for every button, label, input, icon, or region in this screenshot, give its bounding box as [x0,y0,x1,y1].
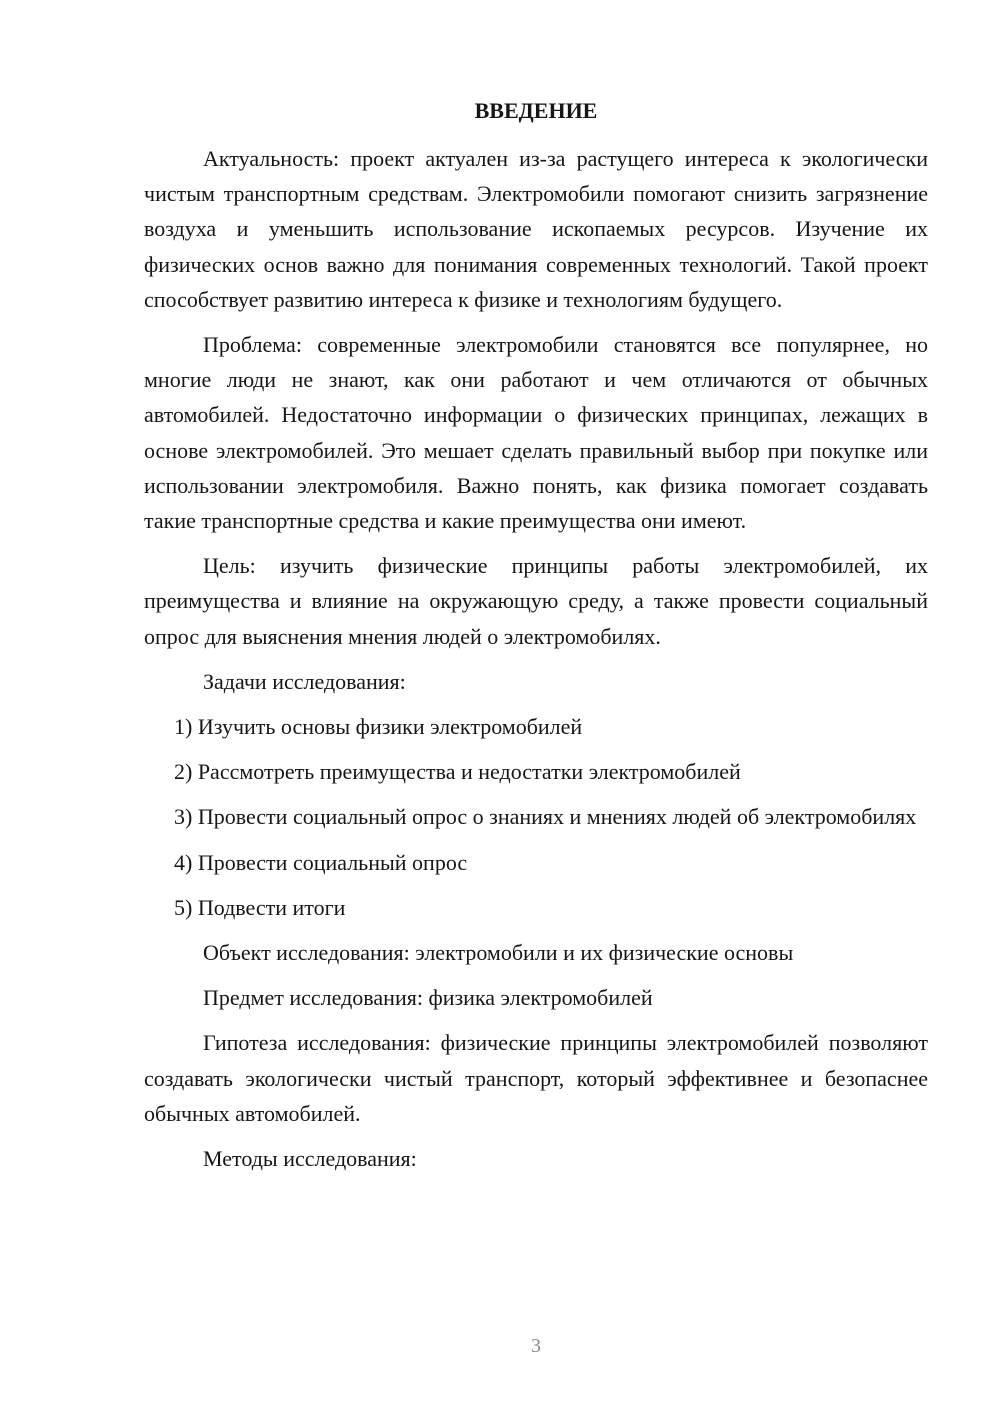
document-body [144,141,928,1186]
subject-paragraph: Предмет исследования: физика электромобилей [203,985,653,1011]
methods-heading: Методы исследования: [203,1146,417,1172]
object-paragraph: Объект исследования: электромобили и их физические основы [203,940,794,966]
page-number: 3 [531,1335,541,1357]
task-item: 5) Подвести итоги [174,894,346,920]
task-item: 3) Провести социальный опрос о знаниях и мнениях людей об электромобилях [174,804,917,830]
section-heading: ВВЕДЕНИЕ [474,98,598,123]
hypothesis-paragraph: Гипотеза исследования: физические принципы электромобилей позволяют создавать экологически чистый транспорт, который эффективнее и безопаснее обычных автомобилей. [144,1030,928,1126]
task-item: 1) Изучить основы физики электромобилей [174,714,583,740]
task-item: 4) Провести социальный опрос [174,849,468,875]
task-item: 2) Рассмотреть преимущества и недостатки электромобилей [174,759,741,785]
tasks-list [144,709,928,925]
tasks-heading: Задачи исследования: [203,668,406,694]
relevance-paragraph: Актуальность: проект актуален из-за растущего интереса к экологически чистым транспортным средствам. Электромобили помогают снизить загрязнение воздуха и уменьшить использование ископаемых ресурсов. Изучение их физических основ важно для понимания современных технологий. Такой проект способствует развитию интереса к физике и технологиям будущего. [144,146,928,312]
goal-paragraph: Цель: изучить физические принципы работы электромобилей, их преимущества и влияние на окружающую среду, а также провести социальный опрос для выяснения мнения людей о электромобилях. [144,553,928,649]
problem-paragraph: Проблема: современные электромобили становятся все популярнее, но многие люди не знают, как они работают и чем отличаются от обычных автомобилей. Недостаточно информации о физических принципах, лежащих в основе электромобилей. Это мешает сделать правильный выбор при покупке или использовании электромобиля. Важно понять, как физика помогает создавать такие транспортные средства и какие преимущества они имеют. [144,332,928,534]
